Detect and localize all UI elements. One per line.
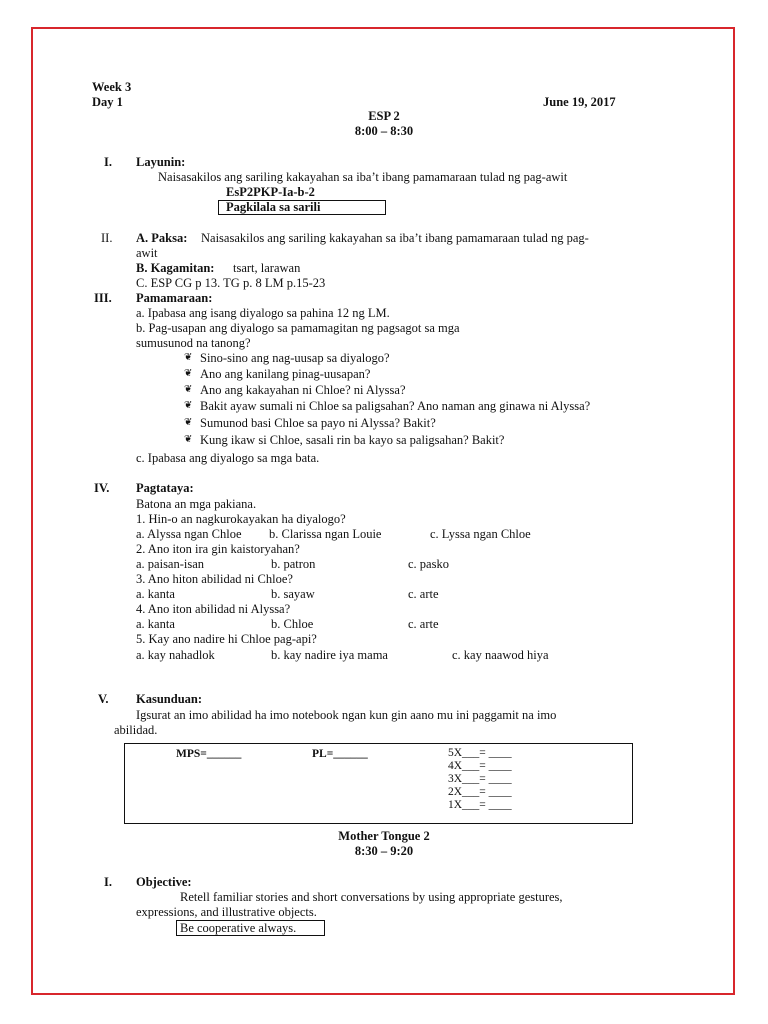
choice-b: b. kay nadire iya mama [271, 648, 388, 662]
assessment-question: 4. Ano iton abilidad ni Alyssa? [136, 602, 291, 616]
assessment-question: 2. Ano iton ira gin kaistoryahan? [136, 542, 300, 556]
assessment-question: 3. Ano hiton abilidad ni Chloe? [136, 572, 293, 586]
value-text: Pagkilala sa sarili [226, 200, 321, 214]
choice-a: a. kay nahadlok [136, 648, 215, 662]
competency-code: EsP2PKP-Ia-b-2 [226, 185, 315, 199]
section-5-title: Kasunduan: [136, 692, 203, 706]
subject-time: 8:00 – 8:30 [354, 124, 414, 138]
choice-c: c. arte [408, 587, 439, 601]
section-2-number: II. [101, 231, 113, 245]
choice-c: c. Lyssa ngan Chloe [430, 527, 531, 541]
question-item: Bakit ayaw sumali ni Chloe sa paligsahan? Ano naman ang ginawa ni Alyssa? [200, 399, 591, 413]
assessment-question: 1. Hin-o an nagkurokayakan ha diyalogo? [136, 512, 346, 526]
section-3-title: Pamamaraan: [136, 291, 213, 305]
subject-title: ESP 2 [368, 109, 400, 123]
score-row: 4X___= ____ [448, 760, 512, 772]
pl-label: PL=______ [312, 748, 368, 760]
day-label: Day 1 [92, 95, 123, 109]
bullet-icon: ❦ [184, 368, 193, 379]
assignment-text-cont: abilidad. [114, 723, 158, 737]
mt-section-1-number: I. [104, 875, 112, 889]
choice-b: b. patron [271, 557, 316, 571]
score-row: 3X___= ____ [448, 773, 512, 785]
choice-a: a. Alyssa ngan Chloe [136, 527, 242, 541]
bullet-icon: ❦ [184, 384, 193, 395]
kagamitan-label: B. Kagamitan: [136, 261, 215, 275]
score-row: 1X___= ____ [448, 799, 512, 811]
layunin-text: Naisasakilos ang sariling kakayahan sa iba’t ibang pamamaraan tulad ng pag-awit [158, 170, 568, 184]
subject-time: 8:30 – 9:20 [354, 844, 414, 858]
choice-a: a. kanta [136, 617, 175, 631]
question-item: Ano ang kakayahan ni Chloe? ni Alyssa? [200, 383, 406, 397]
score-row: 2X___= ____ [448, 786, 512, 798]
choice-a: a. paisan-isan [136, 557, 205, 571]
reference-text: C. ESP CG p 13. TG p. 8 LM p.15-23 [136, 276, 326, 290]
section-1-title: Layunin: [136, 155, 186, 169]
assessment-intro: Batona an mga pakiana. [136, 497, 257, 511]
section-5-number: V. [98, 692, 109, 706]
section-3-number: III. [94, 291, 112, 305]
week-label: Week 3 [92, 80, 132, 94]
score-row: 5X___= ____ [448, 747, 512, 759]
choice-c: c. arte [408, 617, 439, 631]
choice-b: b. Clarissa ngan Louie [269, 527, 382, 541]
mt-section-1-title: Objective: [136, 875, 192, 889]
paksa-label: A. Paksa: [136, 231, 188, 245]
procedure-b: b. Pag-usapan ang diyalogo sa pamamagitan ng pagsagot sa mga [136, 321, 460, 335]
section-4-title: Pagtataya: [136, 481, 194, 495]
section-4-number: IV. [94, 481, 110, 495]
question-item: Ano ang kanilang pinag-uusapan? [200, 367, 371, 381]
mps-label: MPS=______ [176, 748, 242, 760]
kagamitan-text: tsart, larawan [233, 261, 301, 275]
paksa-text-cont: awit [136, 246, 158, 260]
choice-a: a. kanta [136, 587, 175, 601]
section-1-number: I. [104, 155, 112, 169]
subject-title: Mother Tongue 2 [338, 829, 430, 843]
procedure-b-cont: sumusunod na tanong? [136, 336, 251, 350]
bullet-icon: ❦ [184, 352, 193, 363]
assignment-text: Igsurat an imo abilidad ha imo notebook ngan kun gin aano mu ini paggamit na imo [136, 708, 557, 722]
paksa-text: Naisasakilos ang sariling kakayahan sa iba’t ibang pamamaraan tulad ng pag- [201, 231, 589, 245]
question-item: Kung ikaw si Chloe, sasali rin ba kayo sa paligsahan? Bakit? [200, 433, 505, 447]
bullet-icon: ❦ [184, 400, 193, 411]
objective-text: Retell familiar stories and short conversations by using appropriate gestures, [180, 890, 563, 904]
bullet-icon: ❦ [184, 434, 193, 445]
choice-b: b. Chloe [271, 617, 314, 631]
mt-value-text: Be cooperative always. [180, 921, 297, 935]
objective-text-cont: expressions, and illustrative objects. [136, 905, 317, 919]
assessment-question: 5. Kay ano nadire hi Chloe pag-api? [136, 632, 317, 646]
procedure-a: a. Ipabasa ang isang diyalogo sa pahina 12 ng LM. [136, 306, 390, 320]
question-item: Sumunod basi Chloe sa payo ni Alyssa? Bakit? [200, 416, 436, 430]
choice-c: c. kay naawod hiya [452, 648, 549, 662]
date-label: June 19, 2017 [543, 95, 616, 109]
question-item: Sino-sino ang nag-uusap sa diyalogo? [200, 351, 390, 365]
bullet-icon: ❦ [184, 417, 193, 428]
procedure-c: c. Ipabasa ang diyalogo sa mga bata. [136, 451, 320, 465]
choice-b: b. sayaw [271, 587, 315, 601]
choice-c: c. pasko [408, 557, 449, 571]
